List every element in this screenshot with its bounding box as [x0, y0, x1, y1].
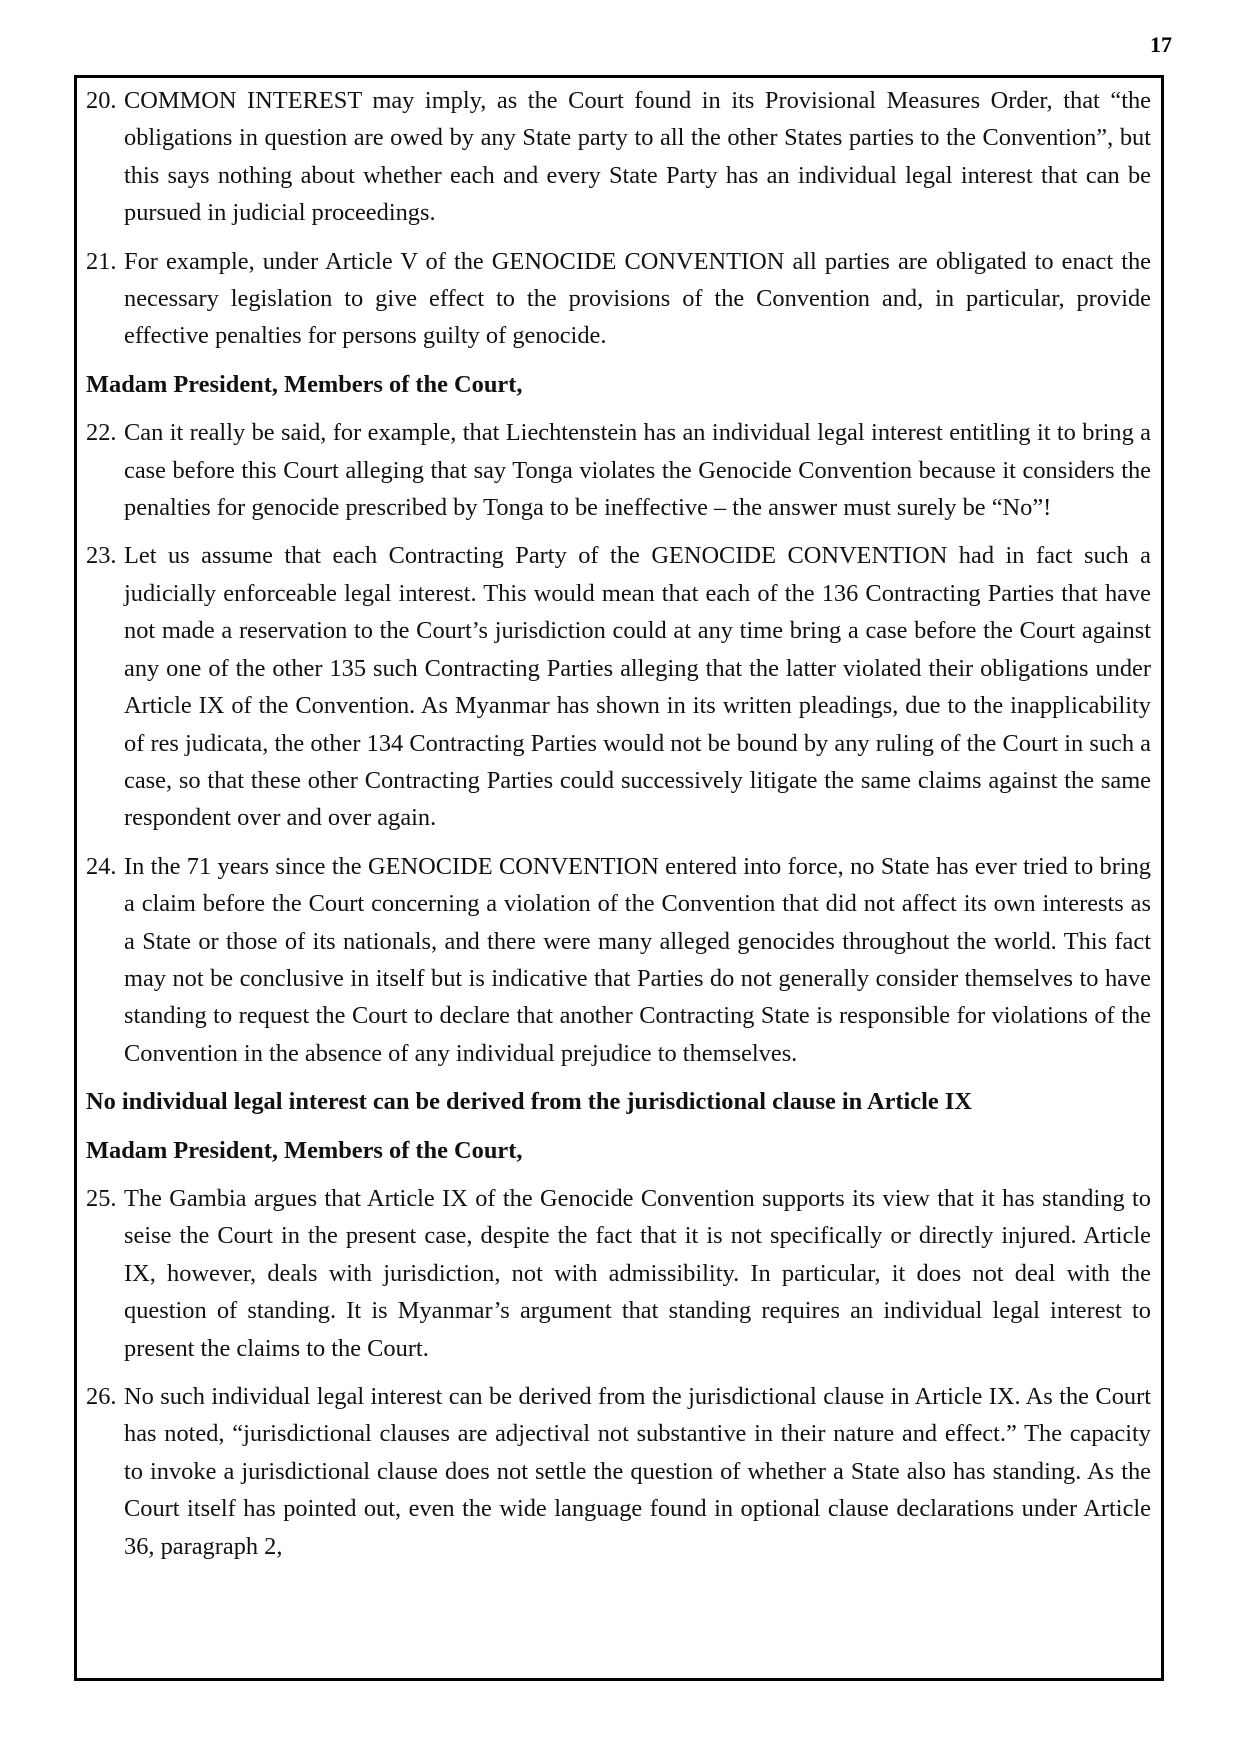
paragraph-text: No such individual legal interest can be derived from the jurisdictional clause in Article IX. As the Court has noted, “jurisdictional clauses are adjectival not substantive in their nature and effect.” The capacity to invoke a jurisdictional clause does not settle the question of whether a State also has standing. As the Court itself has pointed out, even the wide language found in optional clause declarations under Article 36, paragraph 2, [124, 1383, 1151, 1560]
paragraph-21 [86, 243, 1151, 355]
paragraph-number: 25. [86, 1184, 117, 1212]
address-heading: Madam President, Members of the Court, [86, 370, 523, 398]
paragraph-text: The Gambia argues that Article IX of the Genocide Convention supports its view that it has standing to seise the Court in the present case, despite the fact that it is not specifically or directly injured. Article IX, however, deals with jurisdiction, not with admissibility. In particular, it does not deal with the question of standing. It is Myanmar’s argument that standing requires an individual legal interest to present the claims to the Court. [124, 1184, 1151, 1362]
paragraph-number: 26. [86, 1383, 117, 1410]
paragraph-22 [86, 414, 1151, 526]
paragraph-text: For example, under Article V of the GENOCIDE CONVENTION all parties are obligated to enact the necessary legislation to give effect to the provisions of the Convention and, in particular, provide effective penalties for persons guilty of genocide. [124, 247, 1151, 350]
paragraph-number: 20. [86, 87, 117, 114]
paragraph-number: 23. [86, 542, 117, 570]
paragraph-text: In the 71 years since the GENOCIDE CONVENTION entered into force, no State has ever tried to bring a claim before the Court concerning a violation of the Convention that did not affect its own interests as a State or those of its nationals, and there were many alleged genocides throughout the world. This fact may not be conclusive in itself but is indicative that Parties do not generally consider themselves to have standing to request the Court to declare that another Contracting State is responsible for violations of the Convention in the absence of any individual prejudice to themselves. [124, 852, 1151, 1067]
page-number: 17 [1150, 32, 1172, 57]
paragraph-24 [86, 848, 1151, 1072]
paragraph-number: 22. [86, 419, 117, 447]
paragraph-text: Let us assume that each Contracting Party of the GENOCIDE CONVENTION had in fact such a judicially enforceable legal interest. This would mean that each of the 136 Contracting Parties that have not made a reservation to the Court’s jurisdiction could at any time bring a case before the Court against any one of the other 135 such Contracting Parties alleging that the latter violated their obligations under Article IX of the Convention. As Myanmar has shown in its written pleadings, due to the inapplicability of res judicata, the other 134 Contracting Parties would not be bound by any ruling of the Court in such a case, so that these other Contracting Parties could successively litigate the same claims against the same respondent over and over again. [124, 542, 1151, 832]
paragraph-number: 24. [86, 852, 117, 880]
address-heading: Madam President, Members of the Court, [86, 1136, 523, 1164]
section-heading: No individual legal interest can be derived from the jurisdictional clause in Article IX [86, 1088, 972, 1116]
paragraph-20 [86, 82, 1151, 232]
paragraph-23 [86, 537, 1151, 836]
paragraph-text: Can it really be said, for example, that Liechtenstein has an individual legal interest entitling it to bring a case before this Court alleging that say Tonga violates the Genocide Convention because it considers the penalties for genocide prescribed by Tonga to be ineffective – the answer must surely be “No”! [124, 419, 1151, 522]
paragraph-25 [86, 1180, 1151, 1367]
paragraph-26 [86, 1378, 1151, 1565]
paragraph-text: COMMON INTEREST may imply, as the Court found in its Provisional Measures Order, that “the obligations in question are owed by any State party to all the other States parties to the Convention”, but this says nothing about whether each and every State Party has an individual legal interest that can be pursued in judicial proceedings. [124, 87, 1151, 227]
content-frame [74, 75, 1164, 1681]
paragraph-number: 21. [86, 247, 117, 275]
